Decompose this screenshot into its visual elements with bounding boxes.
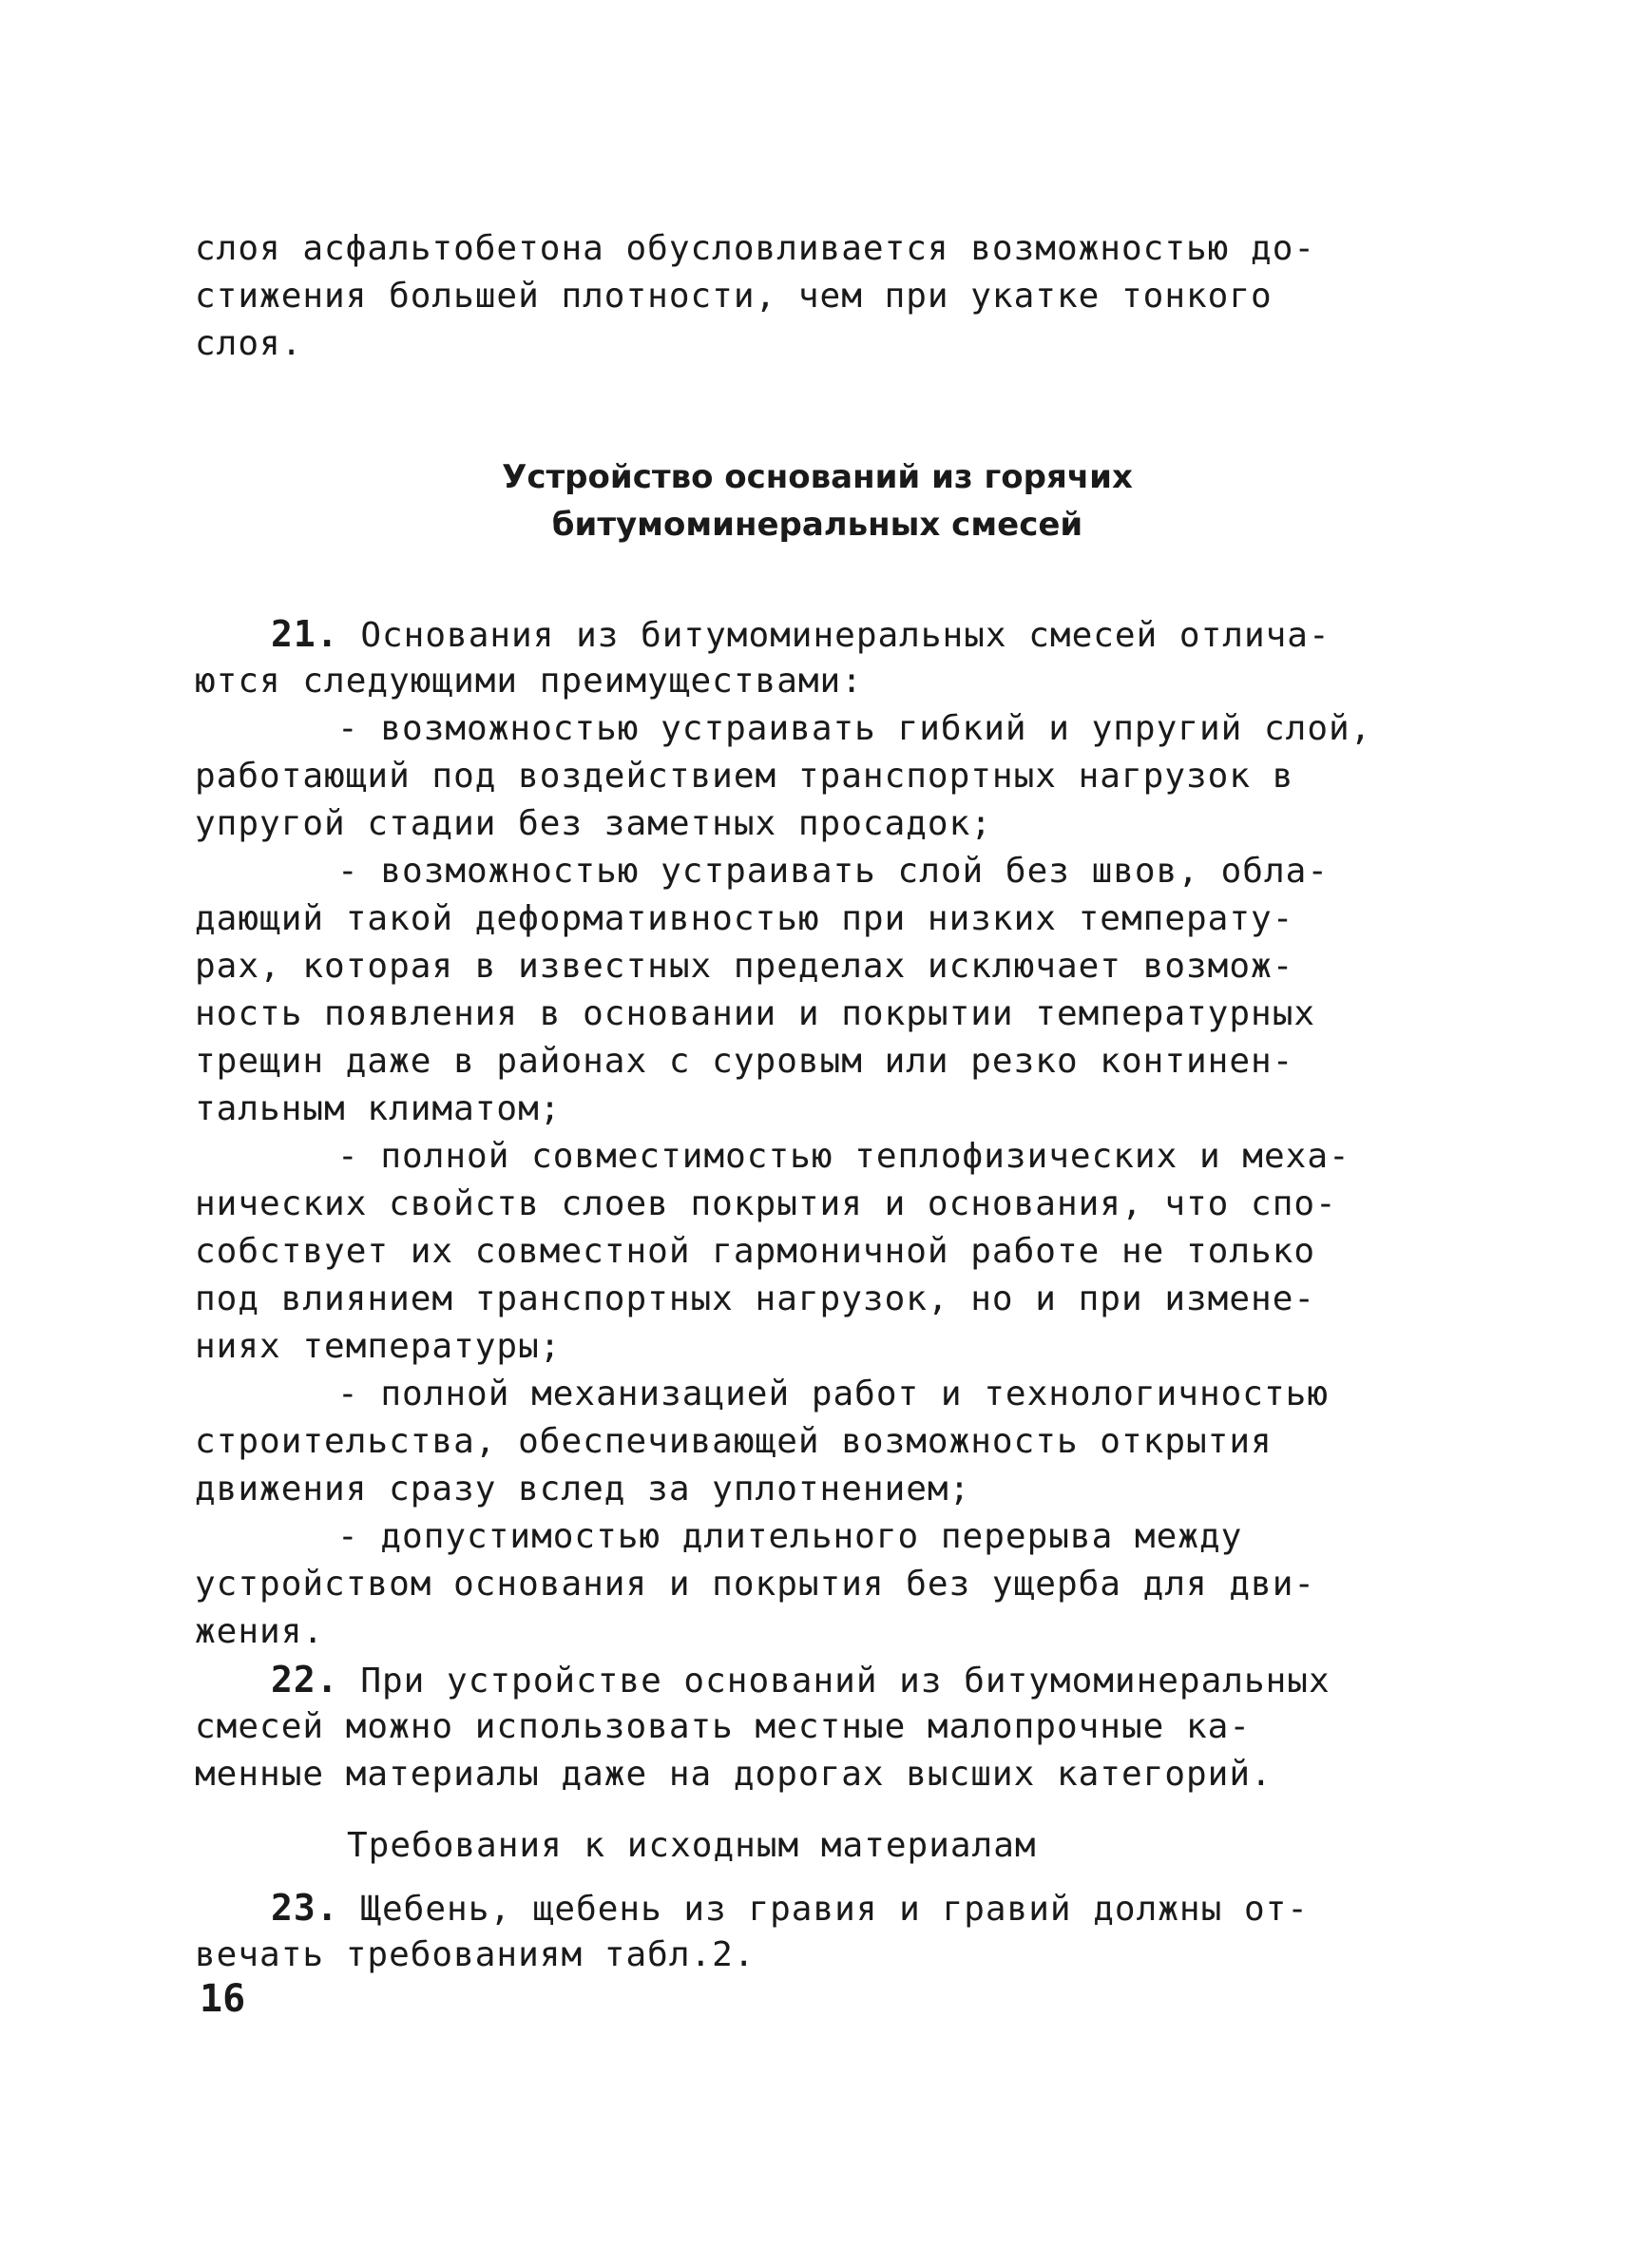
paragraph-line: менные материалы даже на дорогах высших категорий. [195, 1755, 1273, 1794]
paragraph-number: 22. [271, 1659, 339, 1701]
paragraph-number: 21. [271, 613, 339, 655]
paragraph-21-first-line: 21. Основания из битумоминеральных смесей отлича- [271, 613, 1331, 655]
paragraph-line: собствует их совместной гармоничной работе не только [195, 1232, 1316, 1271]
paragraph-line: ются следующими преимуществами: [195, 662, 863, 701]
section-heading: битумоминеральных смесей [551, 506, 1083, 544]
intro-line: слоя асфальтобетона обусловливается возможностью до- [195, 229, 1316, 268]
intro-line: слоя. [195, 324, 303, 363]
paragraph-line: движения сразу вслед за уплотнением; [195, 1470, 971, 1509]
subheading: Требования к исходным материалам [347, 1826, 1037, 1865]
paragraph-22-first-line: 22. При устройстве оснований из битумоминеральных [271, 1659, 1331, 1701]
paragraph-line: тальным климатом; [195, 1089, 562, 1128]
paragraph-line: работающий под воздействием транспортных нагрузок в [195, 757, 1294, 796]
intro-line: стижения большей плотности, чем при укатке тонкого [195, 277, 1273, 316]
paragraph-line: трещин даже в районах с суровым или резко континен- [195, 1042, 1294, 1081]
paragraph-line: под влиянием транспортных нагрузок, но и при измене- [195, 1279, 1316, 1318]
paragraph-23-first-line: 23. Щебень, щебень из гравия и гравий должны от- [271, 1887, 1309, 1929]
section-heading: Устройство оснований из горячих [502, 458, 1133, 496]
paragraph-line: ность появления в основании и покрытии температурных [195, 994, 1316, 1033]
list-item: - допустимостью длительного перерыва между [337, 1517, 1243, 1556]
list-item: - полной совместимостью теплофизических и меха- [337, 1137, 1350, 1176]
paragraph-line: вечать требованиям табл.2. [195, 1935, 756, 1974]
list-item: - полной механизацией работ и технологичностью [337, 1374, 1329, 1413]
paragraph-number: 23. [271, 1887, 339, 1929]
paragraph-line: устройством основания и покрытия без ущерба для дви- [195, 1565, 1316, 1604]
paragraph-line: нических свойств слоев покрытия и основания, что спо- [195, 1184, 1337, 1223]
paragraph-line: строительства, обеспечивающей возможность открытия [195, 1422, 1273, 1461]
paragraph-line: дающий такой деформативностью при низких температу- [195, 899, 1294, 938]
paragraph-line: ниях температуры; [195, 1327, 562, 1366]
paragraph-line: жения. [195, 1612, 325, 1651]
list-item: - возможностью устраивать слой без швов, обла- [337, 852, 1329, 891]
page-number: 16 [200, 1977, 246, 2021]
paragraph-line: рах, которая в известных пределах исключает возмож- [195, 947, 1294, 986]
paragraph-line: упругой стадии без заметных просадок; [195, 804, 992, 843]
list-item: - возможностью устраивать гибкий и упругий слой, [337, 709, 1372, 748]
paragraph-line: смесей можно использовать местные малопрочные ка- [195, 1707, 1252, 1746]
